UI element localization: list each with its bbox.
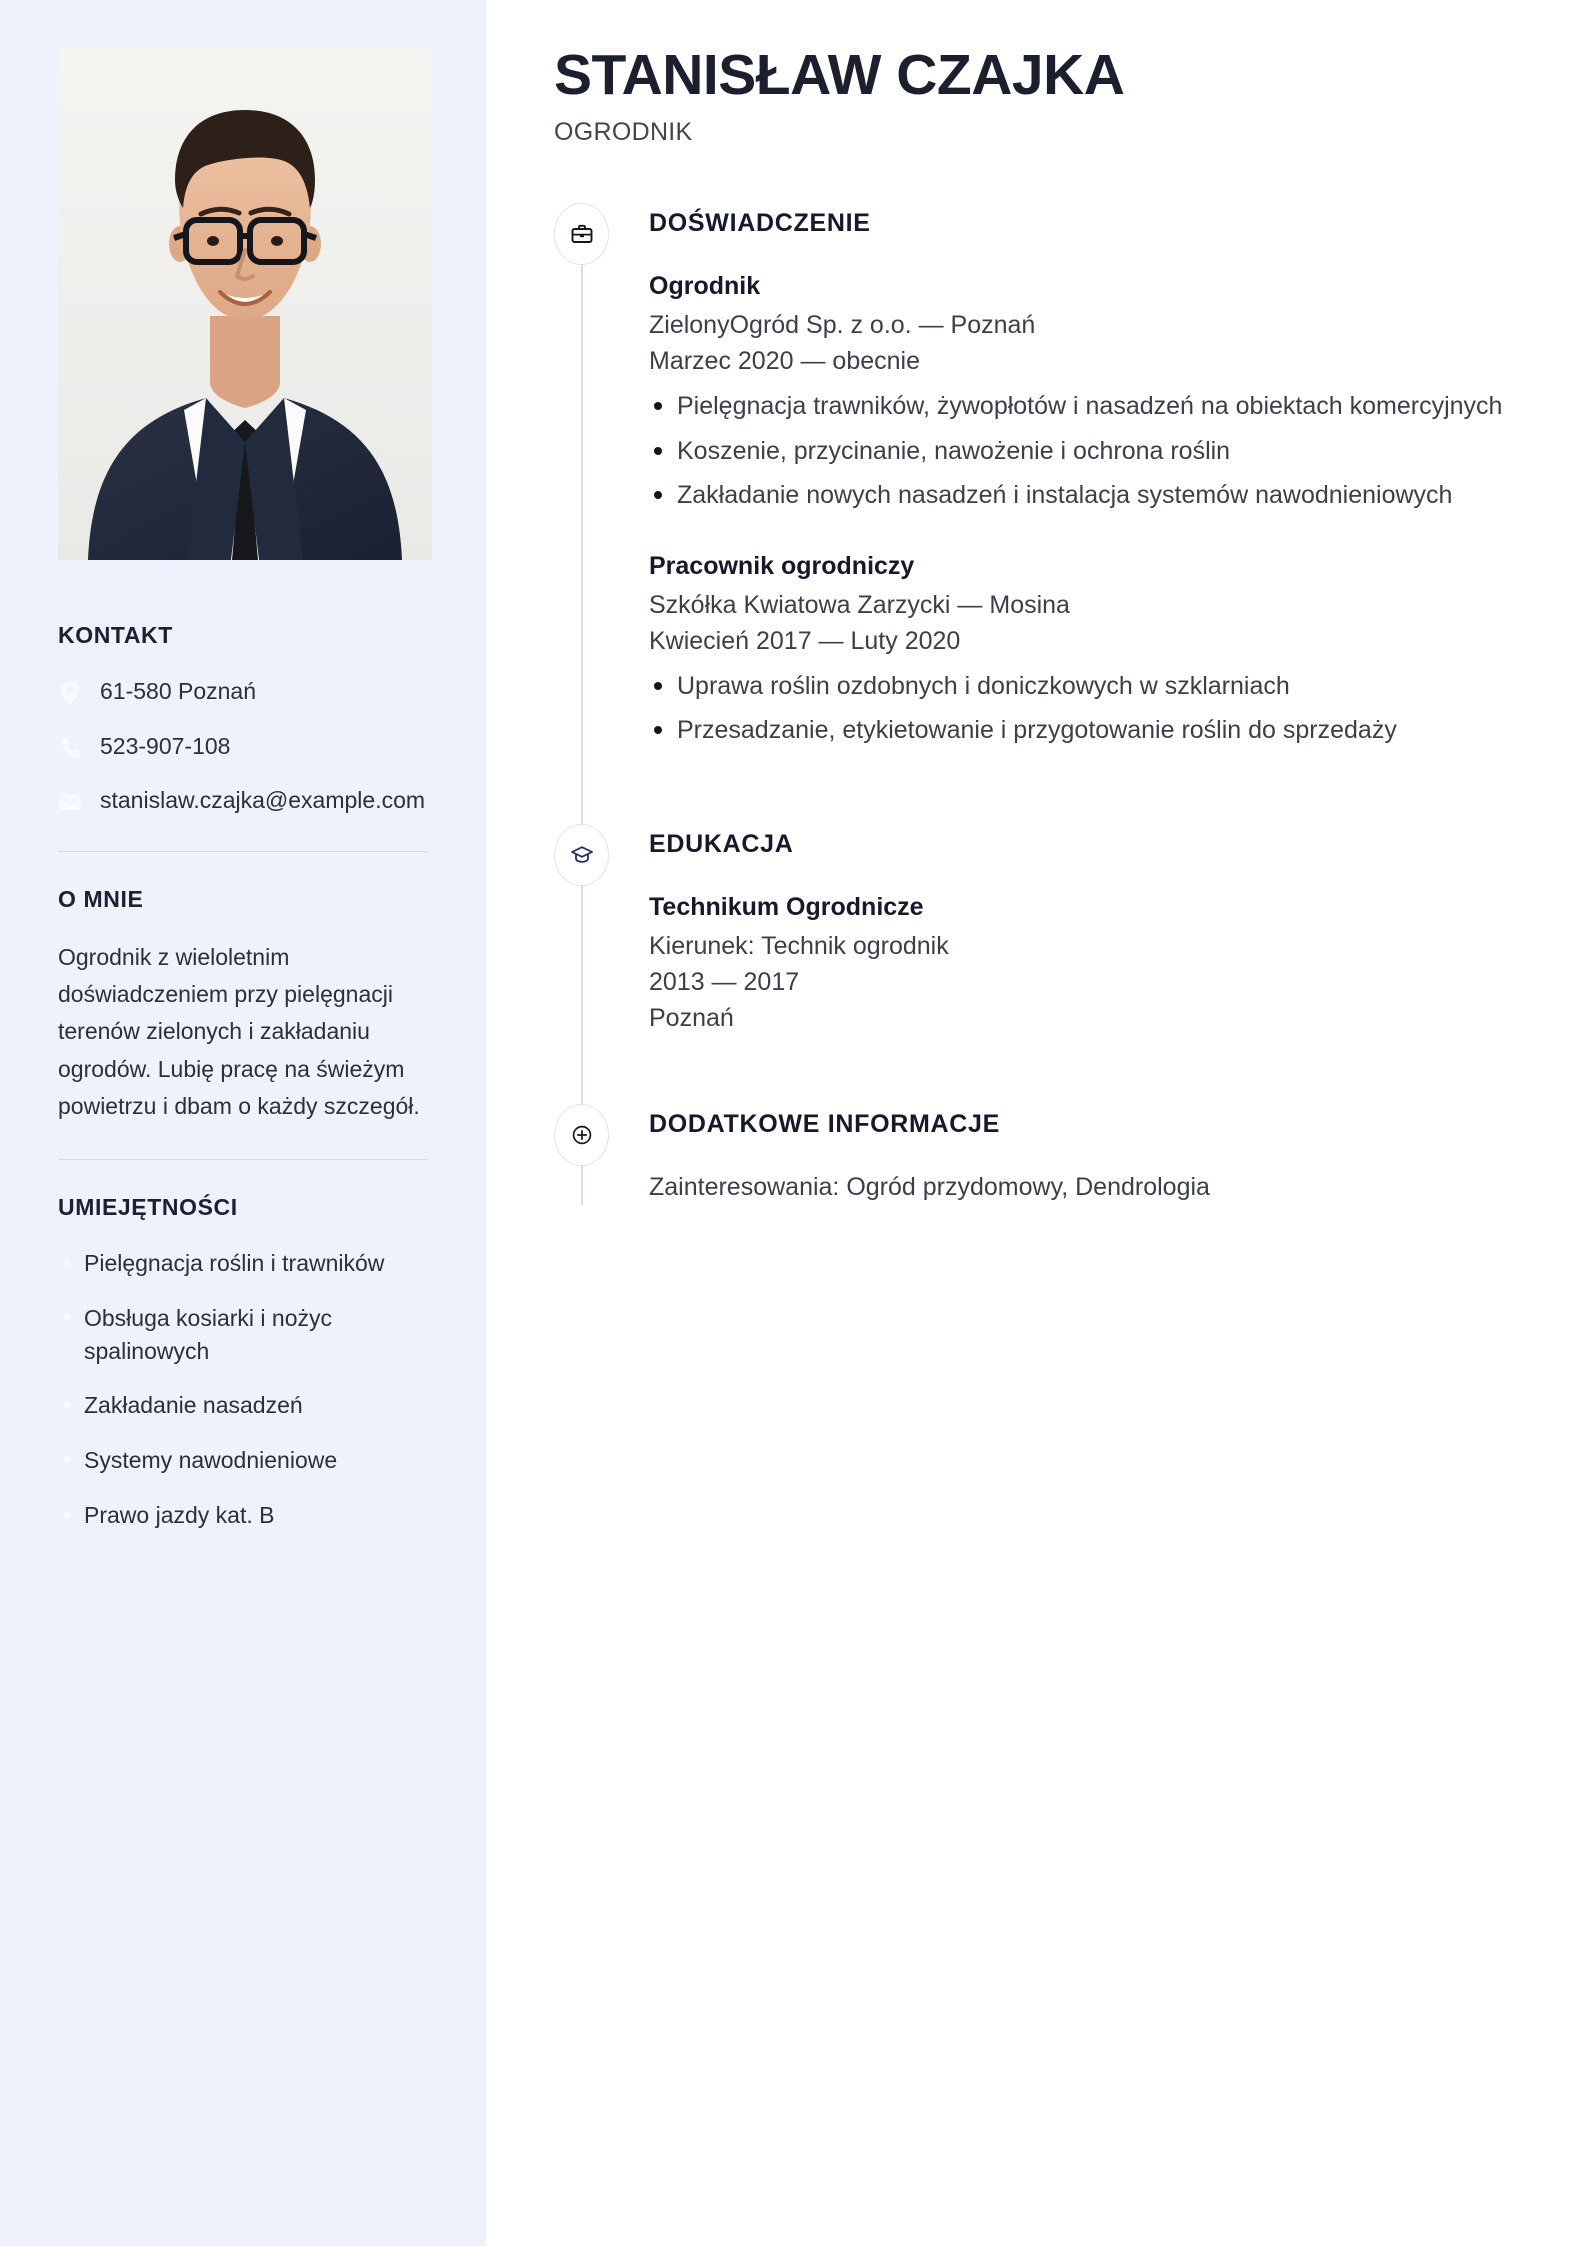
contact-item-address [58,675,428,708]
list-item: Zakładanie nasadzeń [58,1389,428,1422]
job-title: OGRODNIK [554,117,693,146]
list-item: Systemy nawodnieniowe [58,1444,428,1477]
education-entry [649,889,1526,1036]
portrait-photo-icon [58,48,432,560]
sidebar-divider-2 [58,1159,428,1160]
plus-circle-icon [554,1104,609,1166]
location-pin-icon [58,675,100,707]
contact-item-phone [58,730,428,763]
contact-heading: KONTAKT [58,622,173,648]
contact-item-email [58,784,428,817]
entry-dates: Marzec 2020 — obecnie [649,347,920,376]
entry-school: Technikum Ogrodnicze [649,892,924,921]
section-additional [554,1102,1526,1205]
section-title: DODATKOWE INFORMACJE [649,1110,1001,1139]
section-additional-body [649,1102,1526,1205]
section-title: DOŚWIADCZENIE [649,208,871,237]
list-item: Obsługa kosiarki i nożyc spalinowych [58,1302,428,1367]
list-item: Przesadzanie, etykietowanie i przygotowanie roślin do sprzedaży [649,713,1526,749]
sidebar [0,0,486,2246]
timeline [554,201,1526,1206]
entry-field: Kierunek: Technik ogrodnik [649,932,949,961]
entry-company: Szkółka Kwiatowa Zarzycki — Mosina [649,590,1070,619]
section-title: EDUKACJA [649,829,794,858]
phone-icon [58,730,100,762]
contact-address-value: 61-580 Poznań [100,678,257,704]
main-content [486,0,1588,2246]
list-item: Prawo jazdy kat. B [58,1499,428,1532]
entry-bullets [649,389,1526,514]
entry-city: Poznań [649,1004,734,1033]
contact-phone-value: 523-907-108 [100,732,231,759]
entry-role: Pracownik ogrodniczy [649,551,915,580]
experience-entry [649,268,1526,514]
about-heading: O MNIE [58,885,144,912]
list-item: Pielęgnacja roślin i trawników [58,1247,428,1280]
list-item: Koszenie, przycinanie, nawożenie i ochrona roślin [649,434,1526,470]
entry-dates: Kwiecień 2017 — Luty 2020 [649,626,961,655]
entry-bullets [649,669,1526,749]
section-experience [554,201,1526,758]
entry-role: Ogrodnik [649,271,761,300]
skills-heading: UMIEJĘTNOŚCI [58,1194,238,1221]
page-title: STANISŁAW CZAJKA [554,43,1125,107]
skills-list [58,1247,428,1531]
list-item: Zakładanie nowych nasadzeń i instalacja systemów nawodnieniowych [649,478,1526,514]
experience-entry [649,548,1526,749]
avatar [58,48,432,560]
additional-text: Zainteresowania: Ogród przydomowy, Dendrologia [649,1173,1210,1202]
sidebar-divider-1 [58,851,428,852]
entry-company: ZielonyOgród Sp. z o.o. — Poznań [649,311,1036,340]
section-experience-body [649,201,1526,758]
briefcase-icon [554,203,609,265]
section-education-body [649,822,1526,1036]
list-item: Pielęgnacja trawników, żywopłotów i nasadzeń na obiektach komercyjnych [649,389,1526,425]
graduation-cap-icon [554,824,609,886]
entry-dates: 2013 — 2017 [649,968,800,997]
contact-list [58,675,428,817]
envelope-icon [58,784,100,816]
section-education [554,822,1526,1036]
contact-email-value: stanislaw.czajka@example.com [100,787,426,814]
about-text: Ogrodnik z wieloletnim doświadczeniem przy pielęgnacji terenów zielonych i zakładaniu ogrodów. Lubię pracę na świeżym powietrzu i dbam o każdy szczegół. [58,943,420,1119]
list-item: Uprawa roślin ozdobnych i doniczkowych w szklarniach [649,669,1526,705]
